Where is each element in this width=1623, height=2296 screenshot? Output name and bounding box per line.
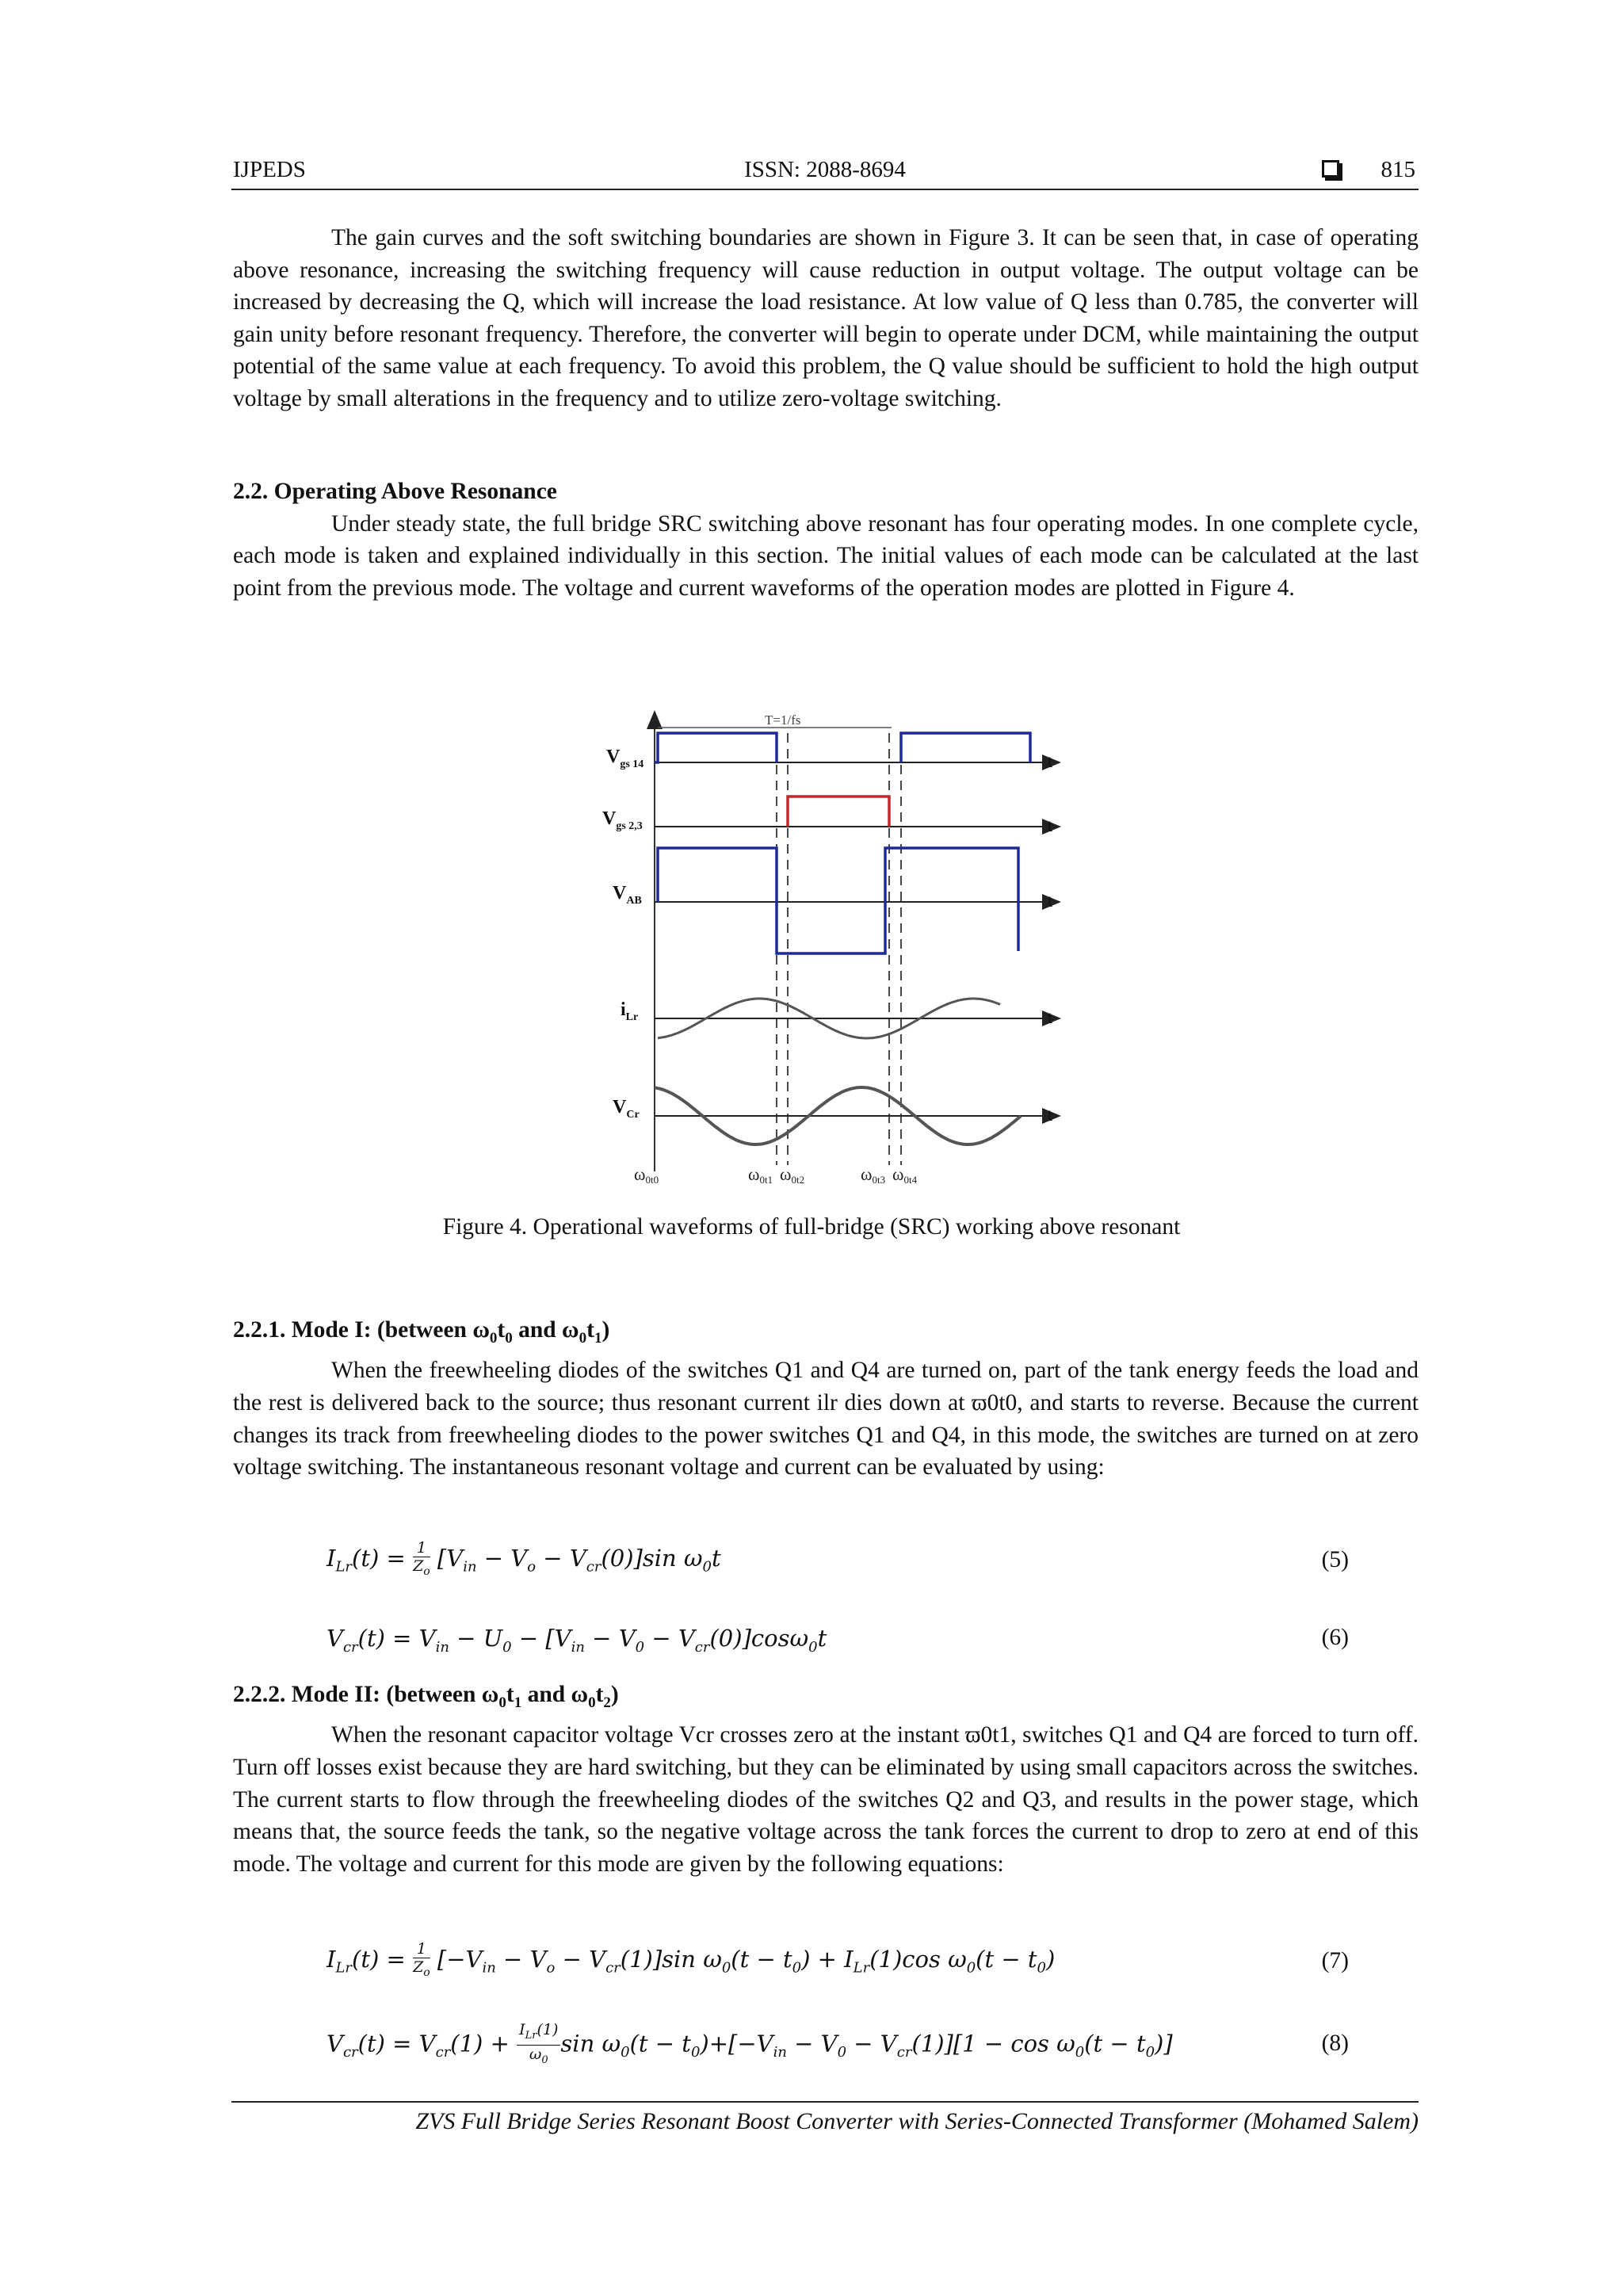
subsection-paragraph: When the freewheeling diodes of the switches Q1 and Q4 are turned on, part of the tank energy feeds the load and the rest is delivered back to the source; thus resonant current ilr dies down at ϖ0t0, and starts to reverse. Because the current changes its track from freewheeling diodes to the power switches Q1 and Q4, in this mode, the switches are turned on at zero voltage switching. The instantaneous resonant voltage and current can be evaluated by using: [233,1358,1419,1480]
intro-paragraph-block [233,222,1419,415]
section-heading: 2.2. Operating Above Resonance [233,479,557,504]
journal-name: IJPEDS [233,157,306,182]
equation-number: (8) [1321,2030,1349,2056]
equation-number: (7) [1321,1948,1349,1973]
equation-7: $I_{Lr}(t)$ = $\frac{1}{Z_o}$ $[-V_{in} - V_o - V_{cr}(1)]\sin$ $\omega_0(t - t_0) + I_{Lr}(1)\cos$ $\omega_0(t - t_0)$ [327,1940,1056,1979]
time-mark-t2: ω0t2 [780,1164,805,1186]
label-vgs14: $V_{gs 14}$ [606,747,644,770]
t-label: t [1048,816,1053,835]
subsection-paragraph: When the resonant capacitor voltage Vcr crosses zero at the instant ϖ0t1, switches Q1 and Q4 are forced to turn off. Turn off losses exist because they are hard switching, but they can be eliminated by using small capacitors across the switches. The current starts to flow through the freewheeling diodes of the switches Q2 and Q3, and results in the power stage, which means that, the source feeds the tank, so the negative voltage across the tank forces the current to drop to zero at end of this mode. The voltage and current for this mode are given by the following equations: [233,1722,1419,1877]
footer-rule [231,2101,1419,2103]
vab-waveform [658,848,1018,953]
period-label: T=1/fs [765,712,801,728]
vgs14-waveform [655,733,1030,762]
label-vab: $V_{AB}$ [613,883,642,907]
t-label: t [1048,1007,1053,1027]
t-label: t [1048,891,1053,911]
time-mark-t4: ω0t4 [892,1164,918,1186]
equation-number: (6) [1321,1625,1349,1650]
label-vcr: $V_{Cr}$ [613,1097,640,1121]
equation-8: $V_{cr}(t) = V_{cr}(1)$ + $I_{Lr}(1)$ $\omega_0$ $\sin \omega_0(t - t_0)+[-V_{in} - V_0 - V_{cr}(1)][1 - \cos \omega_0(t - t_0)]$ [327,2021,1173,2066]
t-label: t [1048,751,1053,771]
equation-number: (5) [1321,1547,1349,1572]
figure-caption: Figure 4. Operational waveforms of full-bridge (SRC) working above resonant [442,1214,1181,1240]
running-footer: ZVS Full Bridge Series Resonant Boost Converter with Series-Connected Transformer (Mohamed Salem) [415,2108,1419,2134]
checkbox-square-icon [1322,160,1339,178]
label-vgs23: $V_{gs 2,3}$ [602,808,643,832]
signal-axes [655,762,1058,1116]
t-label: t [1048,1105,1053,1125]
equation-6: $V_{cr}(t) = V_{in} - U_0 - [V_{in} - V_0 - V_{cr}(0)]\cos\omega_0t$ [327,1625,827,1656]
time-mark-t1: ω0t1 [748,1164,773,1186]
section-2-2 [233,476,1419,604]
vgs23-waveform [788,797,889,827]
running-header [231,152,1419,189]
header-rule [231,189,1419,190]
label-ilr: $i_{Lr}$ [621,999,639,1023]
section-2-2-1 [233,1314,1419,1484]
intro-paragraph: The gain curves and the soft switching boundaries are shown in Figure 3. It can be seen that, in case of operating above resonance, increasing the switching frequency will cause reduction in output voltage. The output voltage can be increased by decreasing the Q, which will increase the load resistance. At low value of Q less than 0.785, the converter will gain unity before resonant frequency. Therefore, the converter will begin to operate under DCM, while maintaining the output potential of the same value at each frequency. To avoid this problem, the Q value should be sufficient to hold the high output voltage by small alterations in the frequency and to utilize zero-voltage switching. [233,225,1419,411]
section-2-2-2 [233,1679,1419,1880]
time-mark-t3: ω0t3 [861,1164,886,1186]
equation-5: $I_{Lr}(t)$ = $\frac{1}{Z_o}$ $[V_{in} - V_o - V_{cr}(0)]\sin$ $\omega_0t$ [327,1539,721,1578]
subsection-heading: 2.2.2. Mode II: (between $\omega_0t_1$ and $\omega_0t_2$) [233,1682,619,1711]
time-mark-t0: ω0t0 [634,1164,659,1186]
waveform-figure [586,705,1078,1197]
subsection-heading: 2.2.1. Mode I: (between $\omega_0t_0$ and $\omega_0t_1$) [233,1317,610,1347]
page-number: 815 [1381,157,1415,182]
issn: ISSN: 2088-8694 [744,157,906,182]
section-paragraph: Under steady state, the full bridge SRC switching above resonant has four operating modes. In one complete cycle, each mode is taken and explained individually in this section. The initial values of each mode can be calculated at the last point from the previous mode. The voltage and current waveforms of the operation modes are plotted in Figure 4. [233,510,1419,601]
